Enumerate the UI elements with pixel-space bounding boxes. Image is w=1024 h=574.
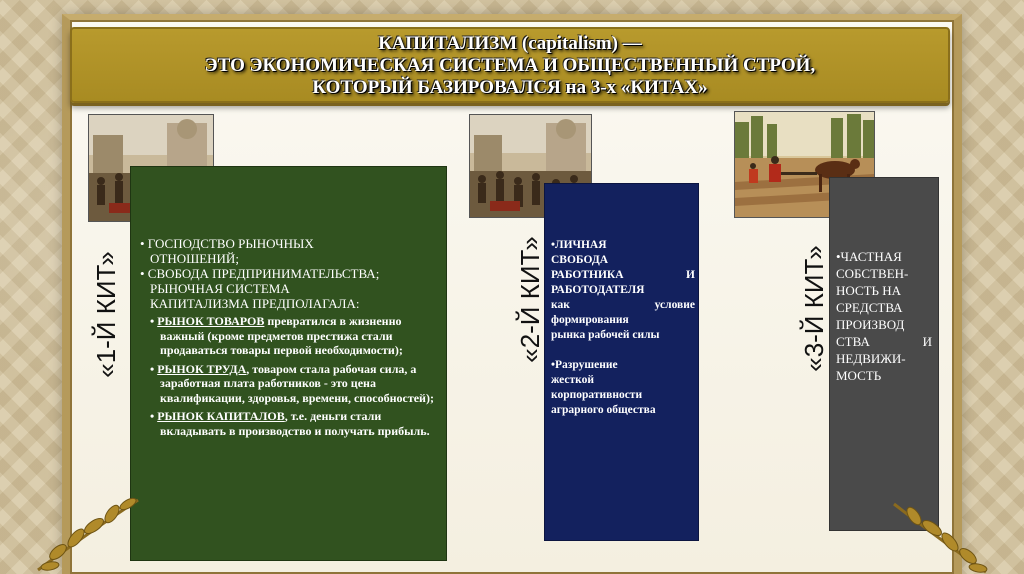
kit-2-p1-l1: •ЛИЧНАЯ xyxy=(551,239,607,251)
title-banner xyxy=(70,27,950,103)
kit-2-p1-l7: рынка рабочей силы xyxy=(551,329,660,341)
title-line-3: КОТОРЫЙ БАЗИРОВАЛСЯ на 3-х «КИТАХ» xyxy=(312,77,708,98)
kit-1-bullet-2: • СВОБОДА ПРЕДПРИНИМАТЕЛЬСТВА; xyxy=(140,266,380,281)
kit-2-label: «2-Й КИТ» xyxy=(514,236,545,363)
kit-2-p1-l3: РАБОТНИКА И xyxy=(551,269,695,281)
title-line-1: КАПИТАЛИЗМ (capitalism) — xyxy=(378,33,642,54)
kit-1-bullet-1b: ОТНОШЕНИЙ; xyxy=(150,251,239,266)
kit-2-p1-l2: СВОБОДА xyxy=(551,254,609,266)
kit-1-sub-3-head: РЫНОК КАПИТАЛОВ xyxy=(157,409,285,423)
kit-3-l8: МОСТЬ xyxy=(836,368,882,383)
kit-3-l5: ПРОИЗВОД xyxy=(836,317,905,332)
kit-1-sub-2-head: РЫНОК ТРУДА xyxy=(157,361,247,376)
kit-3-l1: •ЧАСТНАЯ xyxy=(836,249,902,264)
kit-1-bullet-1: • ГОСПОДСТВО РЫНОЧНЫХ xyxy=(140,236,314,251)
laurel-branch-icon xyxy=(28,480,148,574)
title-line-2: ЭТО ЭКОНОМИЧЕСКАЯ СИСТЕМА И ОБЩЕСТВЕННЫЙ СТРОЙ, xyxy=(204,55,816,76)
kit-2-p1-l4: РАБОТОДАТЕЛЯ xyxy=(551,284,645,296)
kit-2-p2-l2: жесткой xyxy=(551,374,595,386)
kit-2-p2-l1: •Разрушение xyxy=(551,359,618,371)
kit-2-p2-l4: аграрного общества xyxy=(551,404,656,416)
kit-1-label: «1-Й КИТ» xyxy=(90,251,121,378)
kit-3-l4: СРЕДСТВА xyxy=(836,300,903,315)
kit-1-sub-2-text: , товаром стала рабочая сила, а заработная плата работников - это цена квалификации, здоровья, времени, способностей); xyxy=(160,361,434,405)
kit-1-bullet-2c: КАПИТАЛИЗМА ПРЕДПОЛАГАЛА: xyxy=(150,296,360,311)
kit-1-text: • ГОСПОДСТВО РЫНОЧНЫХ ОТНОШЕНИЙ; • СВОБОДА ПРЕДПРИНИМАТЕЛЬСТВА; РЫНОЧНАЯ СИСТЕМА КАПИТАЛИЗМА ПРЕДПОЛАГАЛА: • РЫНОК ТОВАРОВ превратился в жизненно важный (кроме предметов престижа стали продаваться товары первой необходимости); • РЫНОК ТРУДА, товаром стала рабочая сила, а заработная плата работников - это цена квалификации, здоровья, времени, способностей); • РЫНОК КАПИТАЛОВ, т.е. деньги стали вкладывать в производство и получать прибыль. xyxy=(140,236,434,438)
kit-3-text xyxy=(836,248,932,384)
kit-1-sub-1-text: превратился в жизненно важный (кроме предметов престижа стали продаваться товары первой необходимости); xyxy=(160,314,403,357)
kit-2-p1-l5: как условие xyxy=(551,299,695,311)
kit-1-bullet-2b: РЫНОЧНАЯ СИСТЕМА xyxy=(150,281,290,296)
kit-3-l6: СТВА И xyxy=(836,334,932,349)
kit-2-p2-l3: корпоративности xyxy=(551,389,643,401)
laurel-branch-icon-right xyxy=(886,486,996,574)
kit-2-p1-l6: формирования xyxy=(551,314,629,326)
kit-2-text xyxy=(551,238,695,418)
kit-1-sub-3-text: , т.е. деньги стали вкладывать в производство и получать прибыль. xyxy=(160,409,430,438)
kit-3-l7: НЕДВИЖИ- xyxy=(836,351,906,366)
kit-3-label: «3-Й КИТ» xyxy=(798,245,829,372)
kit-1-sub-1-head: РЫНОК ТОВАРОВ xyxy=(157,314,265,328)
kit-3-l2: СОБСТВЕН- xyxy=(836,266,909,281)
kit-3-l3: НОСТЬ НА xyxy=(836,283,902,298)
